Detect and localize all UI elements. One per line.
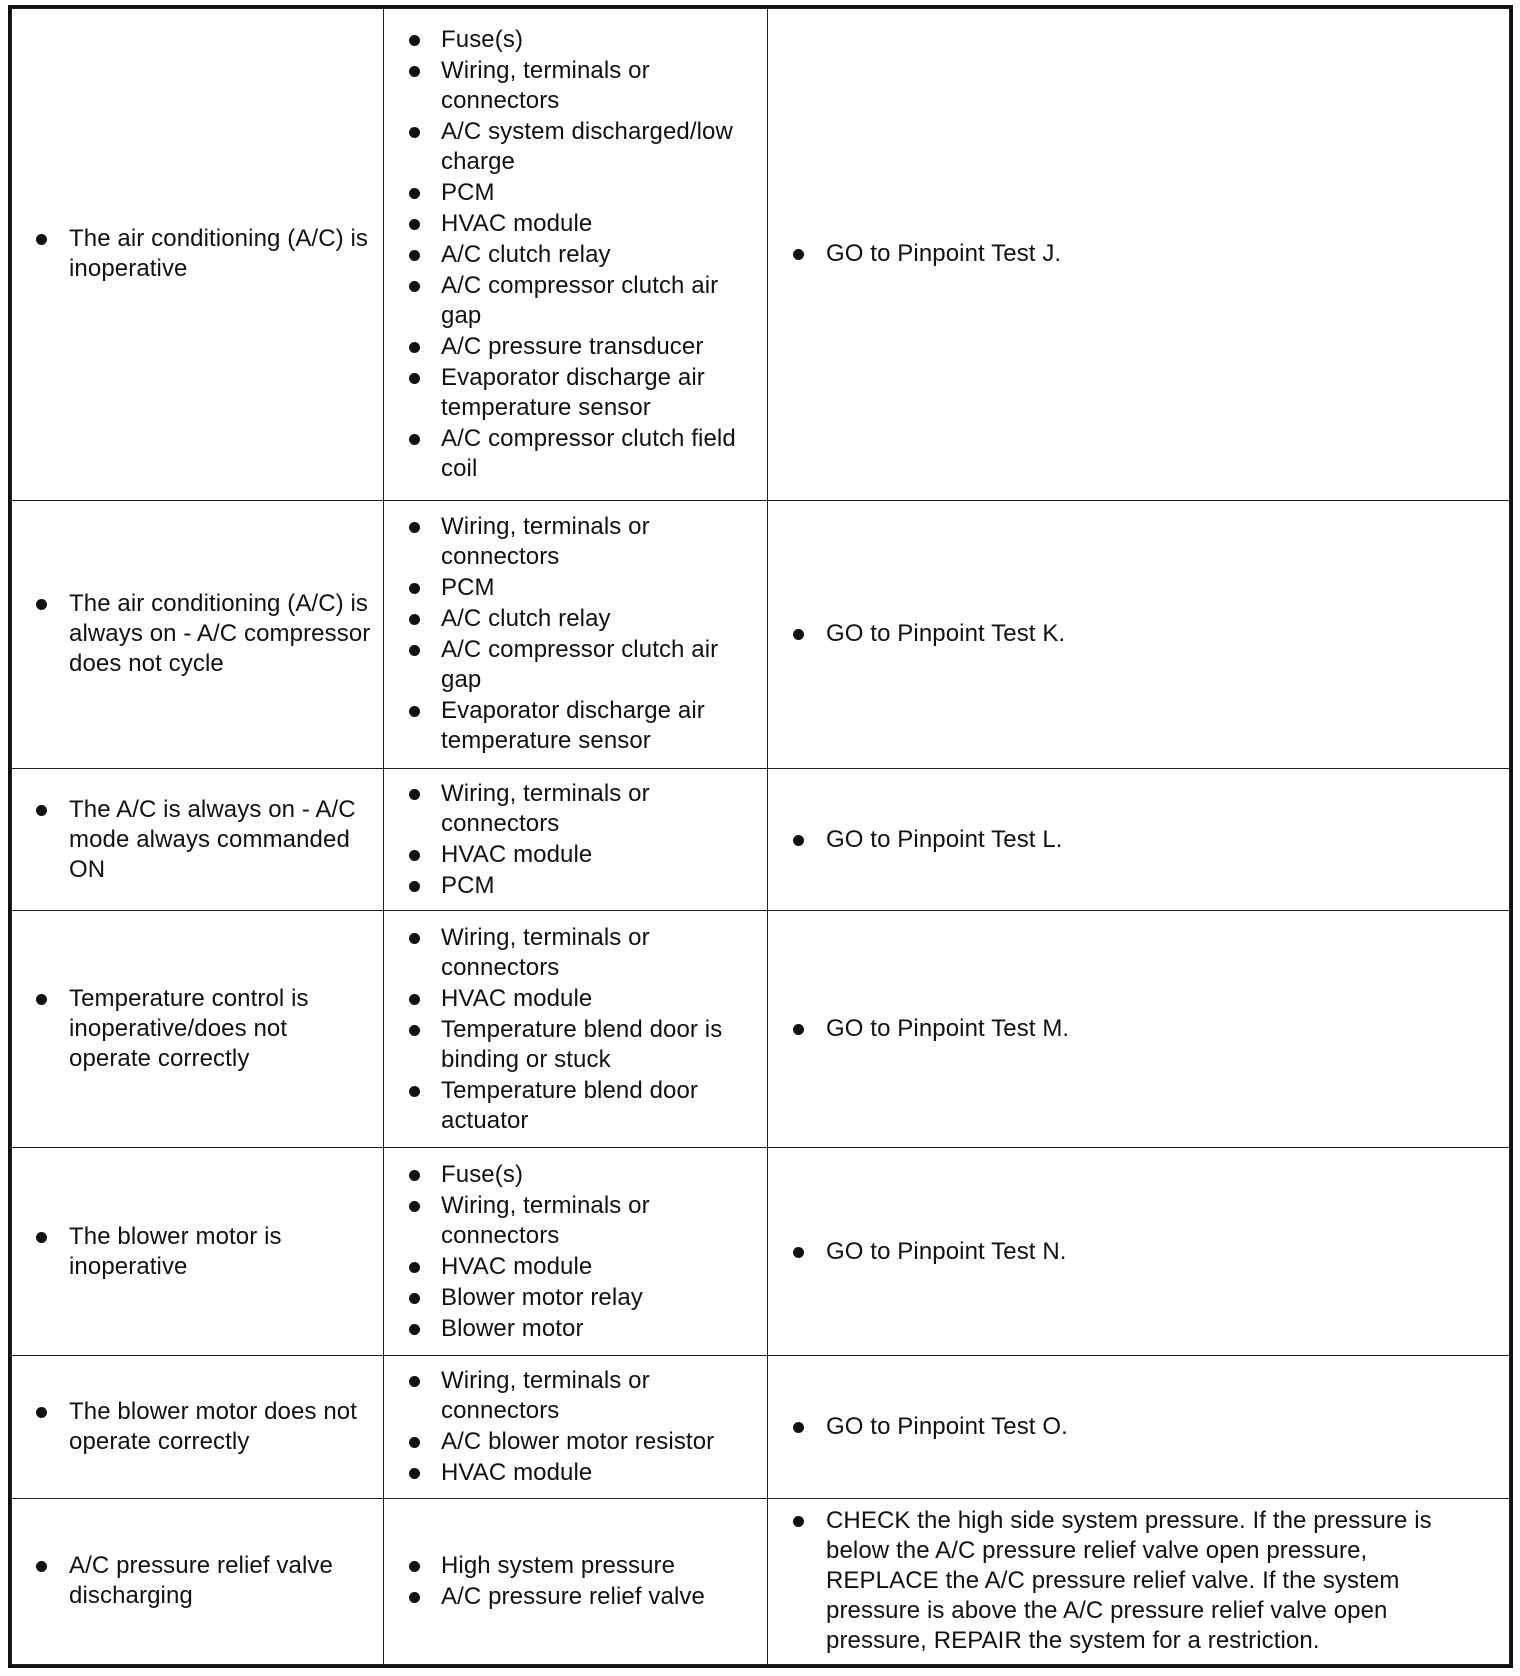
action-item: [768, 1412, 1509, 1442]
bullet-icon: [36, 234, 47, 245]
item-text: Fuse(s): [441, 1160, 524, 1188]
bullet-icon: [409, 1592, 420, 1603]
source-item: [384, 1160, 767, 1190]
condition-item: [12, 795, 383, 885]
condition-cell: [12, 500, 384, 768]
condition-cell: [12, 9, 384, 501]
bullet-icon: [409, 127, 420, 138]
action-cell: [768, 768, 1510, 911]
table-row: [12, 911, 1510, 1147]
bullet-icon: [409, 1437, 420, 1448]
item-text: Fuse(s): [441, 25, 524, 53]
bullet-icon: [409, 933, 420, 944]
bullet-icon: [409, 1324, 420, 1335]
bullet-icon: [409, 373, 420, 384]
bullet-icon: [409, 881, 420, 892]
sources-cell: [384, 911, 768, 1147]
bullet-icon: [409, 1170, 420, 1181]
item-text: A/C pressure relief valve: [441, 1582, 705, 1610]
bullet-icon: [409, 1025, 420, 1036]
action-item: [768, 825, 1509, 855]
source-item: [384, 332, 767, 362]
item-text: HVAC module: [441, 1252, 593, 1280]
source-item: [384, 696, 767, 756]
bullet-icon: [409, 645, 420, 656]
symptom-table: [11, 8, 1510, 1665]
sources-cell: [384, 9, 768, 501]
symptom-table-body: [12, 9, 1510, 1665]
item-text: GO to Pinpoint Test L.: [826, 825, 1063, 853]
source-item: [384, 1551, 767, 1581]
condition-cell: [12, 1498, 384, 1664]
bullet-icon: [36, 1407, 47, 1418]
sources-cell: [384, 1356, 768, 1499]
item-text: The blower motor is inoperative: [69, 1222, 282, 1280]
condition-item: [12, 1397, 383, 1457]
item-text: GO to Pinpoint Test J.: [826, 240, 1062, 268]
item-text: Temperature control is inoperative/does not operate correctly: [69, 985, 309, 1073]
source-item: [384, 1366, 767, 1426]
item-text: PCM: [441, 574, 495, 602]
item-text: GO to Pinpoint Test N.: [826, 1237, 1067, 1265]
bullet-icon: [409, 1086, 420, 1097]
source-item: [384, 1427, 767, 1457]
source-item: [384, 363, 767, 423]
action-item: [768, 239, 1509, 269]
table-row: [12, 500, 1510, 768]
source-item: [384, 923, 767, 983]
symptom-chart: [8, 5, 1513, 1668]
bullet-icon: [793, 1247, 804, 1258]
bullet-icon: [409, 66, 420, 77]
item-text: A/C compressor clutch air gap: [441, 271, 719, 329]
item-text: HVAC module: [441, 1459, 593, 1487]
source-item: [384, 604, 767, 634]
item-text: CHECK the high side system pressure. If the pressure is below the A/C pressure relief valve open pressure, REPLACE the A/C pressure relief valve. If the system pressure is above the A/C pressure relief valve open pressure, REPAIR the system for a restriction.: [826, 1507, 1432, 1655]
source-item: [384, 117, 767, 177]
item-text: Temperature blend door actuator: [441, 1076, 699, 1134]
item-text: A/C compressor clutch air gap: [441, 636, 719, 694]
item-text: Wiring, terminals or connectors: [441, 779, 650, 837]
item-text: The air conditioning (A/C) is inoperative: [69, 225, 369, 283]
item-text: A/C blower motor resistor: [441, 1428, 715, 1456]
item-text: A/C pressure transducer: [441, 332, 704, 360]
item-text: A/C system discharged/low charge: [441, 117, 733, 175]
item-text: PCM: [441, 178, 495, 206]
source-item: [384, 840, 767, 870]
bullet-icon: [409, 1293, 420, 1304]
bullet-icon: [36, 1232, 47, 1243]
item-text: Blower motor relay: [441, 1283, 643, 1311]
action-cell: [768, 1498, 1510, 1664]
condition-cell: [12, 1356, 384, 1499]
action-cell: [768, 500, 1510, 768]
table-row: [12, 1356, 1510, 1499]
source-item: [384, 178, 767, 208]
item-text: GO to Pinpoint Test M.: [826, 1015, 1070, 1043]
bullet-icon: [793, 1024, 804, 1035]
table-row: [12, 1498, 1510, 1664]
item-text: GO to Pinpoint Test K.: [826, 620, 1066, 648]
bullet-icon: [793, 1516, 804, 1527]
bullet-icon: [409, 789, 420, 800]
condition-item: [12, 589, 383, 679]
action-item: [768, 1506, 1509, 1656]
source-item: [384, 209, 767, 239]
action-item: [768, 1014, 1509, 1044]
table-row: [12, 768, 1510, 911]
action-cell: [768, 911, 1510, 1147]
condition-cell: [12, 768, 384, 911]
sources-cell: [384, 1147, 768, 1356]
item-text: Evaporator discharge air temperature sensor: [441, 363, 705, 421]
bullet-icon: [409, 35, 420, 46]
item-text: HVAC module: [441, 840, 593, 868]
condition-cell: [12, 911, 384, 1147]
source-list: [384, 1366, 767, 1488]
item-text: High system pressure: [441, 1551, 676, 1579]
action-cell: [768, 1356, 1510, 1499]
bullet-icon: [793, 629, 804, 640]
item-text: The blower motor does not operate correctly: [69, 1398, 357, 1456]
item-text: PCM: [441, 871, 495, 899]
item-text: Wiring, terminals or connectors: [441, 923, 650, 981]
sources-cell: [384, 768, 768, 911]
item-text: Temperature blend door is binding or stuck: [441, 1015, 723, 1073]
source-item: [384, 984, 767, 1014]
bullet-icon: [409, 583, 420, 594]
bullet-icon: [409, 1468, 420, 1479]
source-item: [384, 635, 767, 695]
source-item: [384, 1314, 767, 1344]
action-item: [768, 619, 1509, 649]
source-item: [384, 25, 767, 55]
bullet-icon: [36, 994, 47, 1005]
action-cell: [768, 1147, 1510, 1356]
action-item: [768, 1237, 1509, 1267]
item-text: Wiring, terminals or connectors: [441, 1191, 650, 1249]
bullet-icon: [36, 1561, 47, 1572]
bullet-icon: [409, 614, 420, 625]
item-text: Wiring, terminals or connectors: [441, 1367, 650, 1425]
source-item: [384, 1015, 767, 1075]
bullet-icon: [409, 219, 420, 230]
item-text: GO to Pinpoint Test O.: [826, 1413, 1068, 1441]
source-item: [384, 271, 767, 331]
condition-item: [12, 224, 383, 284]
bullet-icon: [793, 1422, 804, 1433]
bullet-icon: [409, 1201, 420, 1212]
bullet-icon: [409, 342, 420, 353]
sources-cell: [384, 500, 768, 768]
item-text: A/C clutch relay: [441, 605, 611, 633]
source-item: [384, 779, 767, 839]
bullet-icon: [36, 599, 47, 610]
item-text: HVAC module: [441, 984, 593, 1012]
source-item: [384, 56, 767, 116]
table-row: [12, 9, 1510, 501]
source-item: [384, 240, 767, 270]
item-text: A/C compressor clutch field coil: [441, 424, 736, 482]
source-item: [384, 1252, 767, 1282]
source-item: [384, 512, 767, 572]
condition-item: [12, 984, 383, 1074]
condition-item: [12, 1551, 383, 1611]
bullet-icon: [409, 250, 420, 261]
condition-item: [12, 1222, 383, 1282]
bullet-icon: [409, 522, 420, 533]
source-item: [384, 573, 767, 603]
source-list: [384, 779, 767, 901]
bullet-icon: [409, 1262, 420, 1273]
bullet-icon: [409, 188, 420, 199]
bullet-icon: [409, 994, 420, 1005]
item-text: Wiring, terminals or connectors: [441, 56, 650, 114]
item-text: A/C pressure relief valve discharging: [69, 1552, 333, 1610]
source-list: [384, 25, 767, 484]
source-list: [384, 1160, 767, 1344]
source-item: [384, 1582, 767, 1612]
item-text: A/C clutch relay: [441, 240, 611, 268]
item-text: Wiring, terminals or connectors: [441, 513, 650, 571]
bullet-icon: [793, 249, 804, 260]
item-text: HVAC module: [441, 209, 593, 237]
source-item: [384, 1283, 767, 1313]
item-text: The A/C is always on - A/C mode always commanded ON: [69, 795, 356, 883]
bullet-icon: [409, 706, 420, 717]
bullet-icon: [409, 434, 420, 445]
bullet-icon: [409, 1376, 420, 1387]
source-item: [384, 424, 767, 484]
bullet-icon: [409, 850, 420, 861]
source-item: [384, 1191, 767, 1251]
source-item: [384, 1458, 767, 1488]
table-row: [12, 1147, 1510, 1356]
source-item: [384, 871, 767, 901]
action-cell: [768, 9, 1510, 501]
bullet-icon: [409, 281, 420, 292]
source-list: [384, 923, 767, 1136]
bullet-icon: [793, 835, 804, 846]
source-item: [384, 1076, 767, 1136]
bullet-icon: [36, 805, 47, 816]
condition-cell: [12, 1147, 384, 1356]
source-list: [384, 512, 767, 756]
source-list: [384, 1551, 767, 1612]
bullet-icon: [409, 1561, 420, 1572]
item-text: Evaporator discharge air temperature sensor: [441, 697, 705, 755]
sources-cell: [384, 1498, 768, 1664]
item-text: Blower motor: [441, 1314, 584, 1342]
item-text: The air conditioning (A/C) is always on - A/C compressor does not cycle: [69, 590, 371, 678]
